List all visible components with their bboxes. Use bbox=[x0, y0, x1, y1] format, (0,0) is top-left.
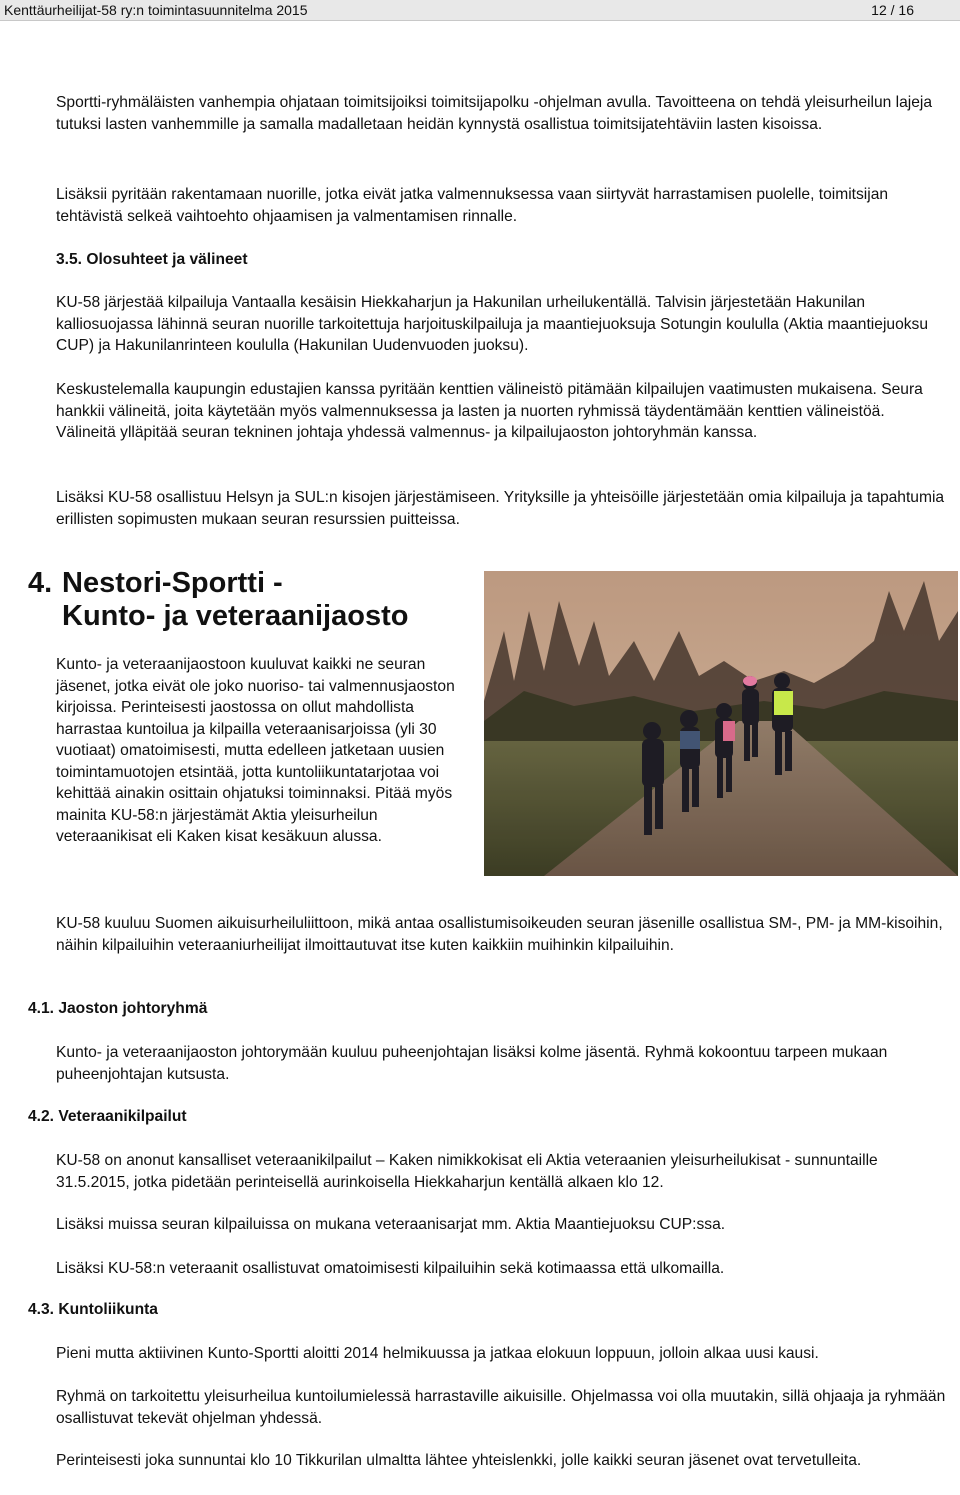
chapter-number: 4. bbox=[28, 567, 53, 599]
runners-photo bbox=[484, 571, 958, 876]
document-title: Kenttäurheilijat-58 ry:n toimintasuunnitelma 2015 bbox=[4, 2, 308, 18]
section-heading-4-2: 4.2. Veteraanikilpailut bbox=[28, 1108, 187, 1125]
page-number: 12 / 16 bbox=[871, 2, 914, 18]
chapter-title-line-1: Nestori-Sportti - bbox=[62, 567, 283, 599]
paragraph: Lisäksii pyritään rakentamaan nuorille, jotka eivät jatka valmennuksessa vaan siirtyvät harrastamisen puolelle, toimitsijan tehtävistä selkeä vaihtoehto ohjaamisen ja valmentamisen rinnalle. bbox=[56, 186, 889, 225]
section-heading-3-5: 3.5. Olosuhteet ja välineet bbox=[56, 251, 248, 268]
paragraph: Pieni mutta aktiivinen Kunto-Sportti aloitti 2014 helmikuussa ja jatkaa elokuun loppuun, jolloin alkaa uusi kausi. bbox=[56, 1345, 819, 1362]
paragraph: Lisäksi KU-58:n veteraanit osallistuvat omatoimisesti kilpailuihin sekä kotimaassa että ulkomailla. bbox=[56, 1260, 725, 1277]
section-heading-4-1: 4.1. Jaoston johtoryhmä bbox=[28, 1000, 208, 1017]
section-heading-4-3: 4.3. Kuntoliikunta bbox=[28, 1301, 158, 1318]
paragraph: KU-58 on anonut kansalliset veteraanikilpailut – Kaken nimikkokisat eli Aktia veteraanien yleisurheilukisat - sunnuntaille 31.5.2015, jotka pidetään perinteisellä aurinkoisella Hiekkaharjun kentällä alkaen klo 12. bbox=[56, 1152, 878, 1191]
paragraph: KU-58 kuuluu Suomen aikuisurheiluliittoon, mikä antaa osallistumisoikeuden seuran jäsenille osallistua SM-, PM- ja MM-kisoihin, näihin kilpailuihin veteraaniurheilijat ilmoittautuvat itse kuten kaikkiin muihinkin kilpailuihin. bbox=[56, 915, 943, 954]
paragraph: Lisäksi KU-58 osallistuu Helsyn ja SUL:n kisojen järjestämiseen. Yrityksille ja yhteisöille järjestetään omia kilpailuja ja tapahtumia erillisten sopimusten mukaan seuran resurssien puitteissa. bbox=[56, 489, 945, 528]
paragraph: Sportti-ryhmäläisten vanhempia ohjataan toimitsijoiksi toimitsijapolku -ohjelman avulla. Tavoitteena on tehdä yleisurheilun lajeja tutuksi lasten vanhemmille ja samalla madalletaan heidän kynnystä osallistua toimitsijatehtäviin lasten kisoissa. bbox=[56, 94, 933, 133]
paragraph: Perinteisesti joka sunnuntai klo 10 Tikkurilan ulmaltta lähtee yhteislenkki, jolle kaikki seuran jäsenet ovat tervetulleita. bbox=[56, 1452, 862, 1469]
paragraph: Kunto- ja veteraanijaoston johtorymään kuuluu puheenjohtajan lisäksi kolme jäsentä. Ryhmä kokoontuu tarpeen mukaan puheenjohtajan kutsusta. bbox=[56, 1044, 888, 1083]
page-header bbox=[0, 0, 960, 21]
paragraph: KU-58 järjestää kilpailuja Vantaalla kesäisin Hiekkaharjun ja Hakunilan urheilukentällä. Talvisin järjestetään Hakunilan kalliosuojassa lähinnä seuran nuorille tarkoitettuja harjoituskilpailuja ja maantiejuoksuja Sotungin koululla (Aktia maantiejuoksu CUP) ja Hakunilanrinteen koululla (Hakunilan Uudenvuoden juoksu). bbox=[56, 294, 929, 354]
paragraph: Lisäksi muissa seuran kilpailuissa on mukana veteraanisarjat mm. Aktia Maantiejuoksu CUP:ssa. bbox=[56, 1216, 726, 1233]
paragraph: Ryhmä on tarkoitettu yleisurheilua kuntoilumielessä harrastaville aikuisille. Ohjelmassa voi olla muutakin, sillä ohjaaja ja ryhmään osallistuvat tekevät ohjelman yhdessä. bbox=[56, 1388, 946, 1427]
paragraph: Keskustelemalla kaupungin edustajien kanssa pyritään kenttien välineistö pitämään kilpailujen vaatimusten mukaisena. Seura hankkii välineitä, joita käytetään myös valmennuksessa ja lasten ja nuorten ryhmissä täydentämään kenttien välineistöä. Välineitä ylläpitää seuran tekninen johtaja yhdessä valmennus- ja kilpailujaoston johtoryhmän kanssa. bbox=[56, 381, 923, 441]
paragraph: Kunto- ja veteraanijaostoon kuuluvat kaikki ne seuran jäsenet, jotka eivät ole joko nuoriso- tai valmennusjaoston kirjoissa. Perinteisesti jaostossa on ollut mahdollista harrastaa kuntoilua ja kilpailla veteraanisarjoissa (yli 30 vuotiaat) omatoimisesti, mutta edelleen jatketaan uusien toimintamuotojen etsintää, jotta kuntoliikuntatarjotaa voi kehittää ainakin osittain ohjatuksi toiminnaksi. Pitää myös mainita KU-58:n järjestämät Aktia yleisurheilun veteraanikisat eli Kaken kisat kesäkuun alussa. bbox=[56, 656, 455, 845]
chapter-title-line-2: Kunto- ja veteraanijaosto bbox=[62, 600, 409, 632]
